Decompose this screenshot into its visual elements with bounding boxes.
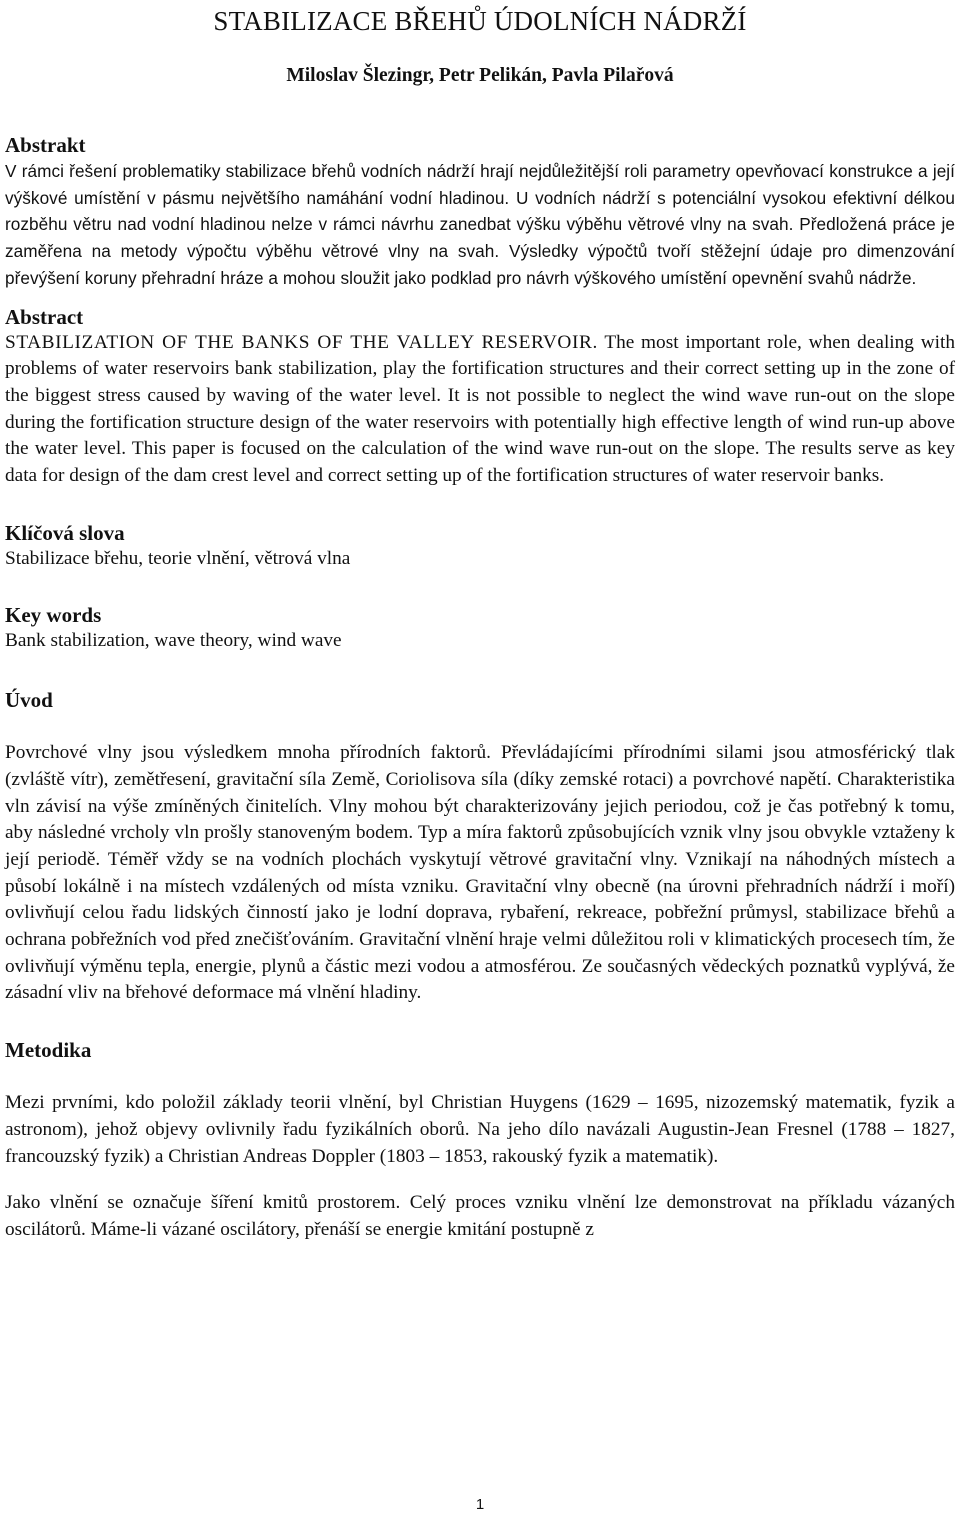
authors: Miloslav Šlezingr, Petr Pelikán, Pavla Pilařová bbox=[286, 65, 674, 86]
abstract-en-paragraph bbox=[5, 330, 955, 490]
keywords-en-heading: Key words bbox=[5, 603, 102, 628]
abstract-en-text: The most important role, when dealing with problems of water reservoirs bank stabilization, play the fortification structures and their correct setting up in the zone of the biggest stress caused by waving of the water level. It is not possible to neglect the wind wave run-out on the slope during the fortification structure design of the water reservoirs with potentially high effective length of wind run-up above the water level. This paper is focused on the calculation of the wind wave run-out on the slope. The results serve as key data for design of the dam crest level and correct setting up of the fortification structures of water reservoir banks. bbox=[5, 331, 955, 487]
keywords-en-text: Bank stabilization, wave theory, wind wave bbox=[5, 630, 342, 652]
abstract-en-title: STABILIZATION OF THE BANKS OF THE VALLEY RESERVOIR. bbox=[5, 331, 598, 353]
uvod-section bbox=[5, 687, 955, 1007]
uvod-heading: Úvod bbox=[5, 688, 53, 713]
metodika-paragraph-1: Mezi prvními, kdo položil základy teorii vlnění, byl Christian Huygens (1629 – 1695, nizozemský matematik, fyzik a astronom), jehož objevy ovlivnily řadu fyzikálních oborů. Na jeho dílo navázali Augustin-Jean Fresnel (1788 – 1827, francouzský fyzik) a Christian Andreas Doppler (1803 – 1853, rakouský fyzik a matematik). bbox=[5, 1092, 955, 1167]
keywords-en-section bbox=[5, 602, 955, 655]
metodika-section bbox=[5, 1037, 955, 1244]
keywords-cz-section bbox=[5, 520, 955, 573]
page-number: 1 bbox=[475, 1496, 485, 1513]
abstract-cz-heading: Abstrakt bbox=[5, 133, 86, 157]
abstract-en-heading: Abstract bbox=[5, 304, 84, 329]
abstract-en-section bbox=[5, 304, 955, 490]
uvod-text: Povrchové vlny jsou výsledkem mnoha přírodních faktorů. Převládajícími přírodními silami jsou atmosférický tlak (zvláště vítr), zemětřesení, gravitační síla Země, Coriolisova síla (díky zemské rotaci) a povrchové napětí. Charakteristika vln závisí na výše zmíněných činitelích. Vlny mohou být charakterizovány jejich periodou, což je čas potřebný k tomu, aby následné vrcholy vln prošly stanoveným bodem. Typ a míra faktorů způsobujících vznik vlny jsou obvykle vztaženy k její periodě. Téměř vždy se na vodních plochách vyskytují větrové gravitační vlny. Vznikají na náhodných místech a působí lokálně i na místech vzdálených od místa vzniku. Gravitační vlny obecně (na úrovni přehradních nádrží i moří) ovlivňují celou řadu lidských činností jako je lodní doprava, rybaření, rekreace, pobřežní průmysl, stabilizace břehů a ochrana pobřežních vod před znečišťováním. Gravitační vlnění hraje velmi důležitou roli v klimatických procesech tím, že ovlivňují výměnu tepla, energie, plynů a částic mezi vodou a atmosférou. Ze současných vědeckých poznatků vyplývá, že zásadní vliv na břehové deformace má vlnění hladiny. bbox=[5, 742, 955, 1004]
paper-title: STABILIZACE BŘEHŮ ÚDOLNÍCH NÁDRŽÍ bbox=[213, 6, 747, 36]
keywords-cz-heading: Klíčová slova bbox=[5, 520, 125, 545]
metodika-paragraph-2: Jako vlnění se označuje šíření kmitů prostorem. Celý proces vzniku vlnění lze demonstrovat na příkladu vázaných oscilátorů. Máme-li vázané oscilátory, přenáší se energie kmitání postupně z bbox=[5, 1192, 955, 1240]
abstract-cz-section bbox=[5, 132, 955, 292]
metodika-heading: Metodika bbox=[5, 1038, 92, 1063]
keywords-cz-text: Stabilizace břehu, teorie vlnění, větrová vlna bbox=[5, 547, 351, 569]
abstract-cz-text: V rámci řešení problematiky stabilizace břehů vodních nádrží hrají nejdůležitější roli parametry opevňovací konstrukce a její výškové umístění v pásmu největšího namáhání vodní hladinou. U vodních nádrží s potenciální vysokou efektivní délkou rozběhu větru nad vodní hladinou nelze v rámci návrhu zanedbat výšku výběhu větrové vlny na svah. Předložená práce je zaměřena na metody výpočtu výběhu větrové vlny na svah. Výsledky výpočtů tvoří stěžejní údaje pro dimenzování převýšení koruny přehradní hráze a mohou sloužit jako podklad pro návrh výškového umístění opevnění svahů nádrže. bbox=[5, 161, 955, 288]
